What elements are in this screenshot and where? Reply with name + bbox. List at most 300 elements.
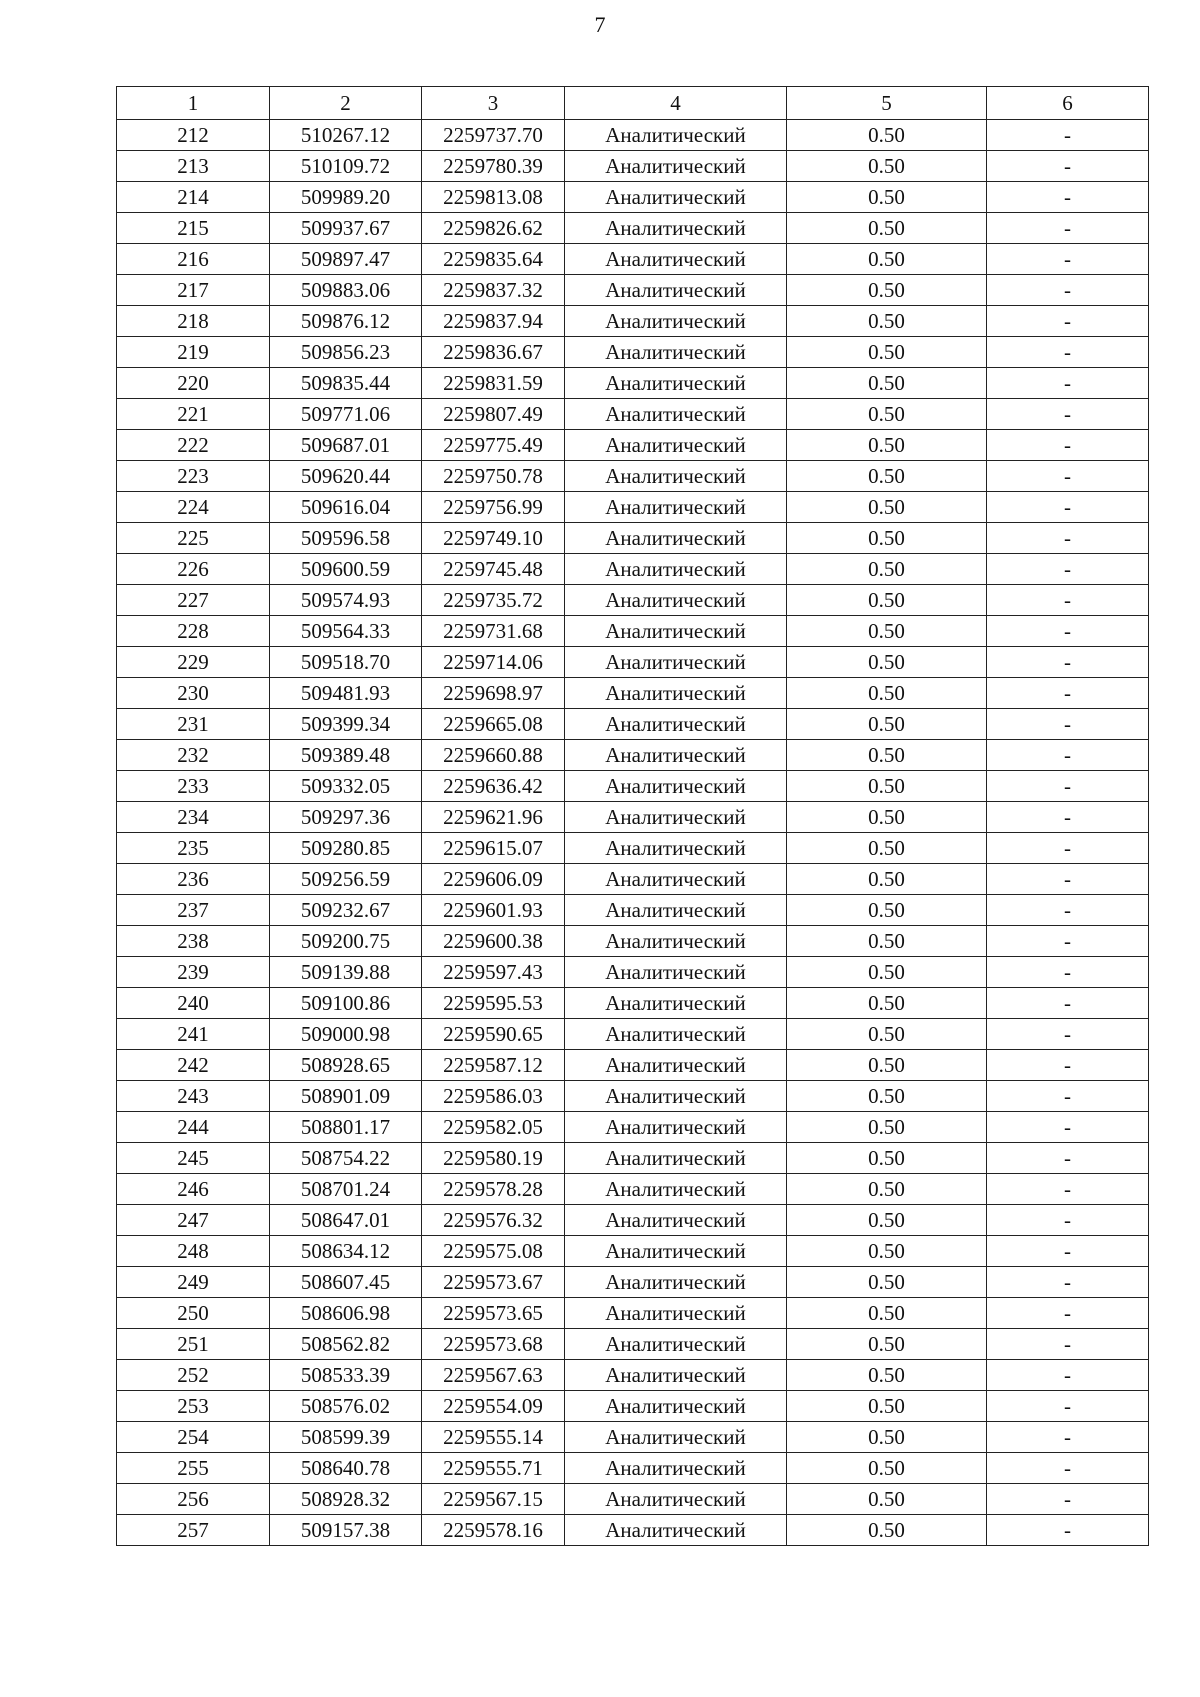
- table-row: [117, 1143, 1149, 1174]
- cell-accuracy: 0.50: [787, 1422, 987, 1453]
- header-row: [117, 87, 1149, 120]
- cell-accuracy: 0.50: [787, 1515, 987, 1546]
- cell-method: Аналитический: [565, 1267, 787, 1298]
- cell-note: -: [987, 988, 1149, 1019]
- cell-point-number: 249: [117, 1267, 270, 1298]
- cell-point-number: 240: [117, 988, 270, 1019]
- cell-method: Аналитический: [565, 616, 787, 647]
- cell-coordinate-y: 2259580.19: [422, 1143, 565, 1174]
- cell-coordinate-y: 2259600.38: [422, 926, 565, 957]
- cell-coordinate-x: 509620.44: [270, 461, 422, 492]
- cell-point-number: 232: [117, 740, 270, 771]
- cell-method: Аналитический: [565, 1205, 787, 1236]
- table-row: [117, 1205, 1149, 1236]
- cell-coordinate-x: 509100.86: [270, 988, 422, 1019]
- cell-coordinate-x: 509883.06: [270, 275, 422, 306]
- cell-note: -: [987, 709, 1149, 740]
- cell-coordinate-x: 508928.65: [270, 1050, 422, 1081]
- cell-accuracy: 0.50: [787, 647, 987, 678]
- cell-point-number: 242: [117, 1050, 270, 1081]
- cell-coordinate-x: 508754.22: [270, 1143, 422, 1174]
- cell-accuracy: 0.50: [787, 1484, 987, 1515]
- cell-coordinate-x: 508901.09: [270, 1081, 422, 1112]
- table-row: [117, 926, 1149, 957]
- table-row: [117, 1050, 1149, 1081]
- cell-coordinate-x: 509687.01: [270, 430, 422, 461]
- table-row: [117, 1515, 1149, 1546]
- cell-coordinate-y: 2259737.70: [422, 120, 565, 151]
- cell-method: Аналитический: [565, 678, 787, 709]
- cell-note: -: [987, 182, 1149, 213]
- cell-coordinate-y: 2259555.14: [422, 1422, 565, 1453]
- cell-method: Аналитический: [565, 1422, 787, 1453]
- cell-accuracy: 0.50: [787, 895, 987, 926]
- cell-accuracy: 0.50: [787, 1174, 987, 1205]
- column-header-point-number: 1: [117, 87, 270, 120]
- cell-point-number: 225: [117, 523, 270, 554]
- cell-note: -: [987, 1112, 1149, 1143]
- column-header-coordinate-y: 3: [422, 87, 565, 120]
- table-row: [117, 616, 1149, 647]
- cell-point-number: 213: [117, 151, 270, 182]
- cell-method: Аналитический: [565, 1050, 787, 1081]
- cell-coordinate-x: 509574.93: [270, 585, 422, 616]
- cell-accuracy: 0.50: [787, 988, 987, 1019]
- cell-note: -: [987, 461, 1149, 492]
- cell-method: Аналитический: [565, 802, 787, 833]
- cell-accuracy: 0.50: [787, 1205, 987, 1236]
- cell-coordinate-x: 509280.85: [270, 833, 422, 864]
- cell-method: Аналитический: [565, 1515, 787, 1546]
- cell-note: -: [987, 771, 1149, 802]
- cell-coordinate-x: 508562.82: [270, 1329, 422, 1360]
- cell-coordinate-y: 2259837.32: [422, 275, 565, 306]
- table-row: [117, 1329, 1149, 1360]
- cell-coordinate-y: 2259813.08: [422, 182, 565, 213]
- cell-method: Аналитический: [565, 213, 787, 244]
- cell-point-number: 217: [117, 275, 270, 306]
- cell-coordinate-x: 509332.05: [270, 771, 422, 802]
- cell-coordinate-y: 2259567.63: [422, 1360, 565, 1391]
- cell-accuracy: 0.50: [787, 182, 987, 213]
- cell-coordinate-x: 509856.23: [270, 337, 422, 368]
- cell-point-number: 243: [117, 1081, 270, 1112]
- cell-note: -: [987, 151, 1149, 182]
- cell-accuracy: 0.50: [787, 1267, 987, 1298]
- table-row: [117, 1019, 1149, 1050]
- cell-method: Аналитический: [565, 1329, 787, 1360]
- cell-note: -: [987, 895, 1149, 926]
- cell-accuracy: 0.50: [787, 833, 987, 864]
- cell-coordinate-y: 2259698.97: [422, 678, 565, 709]
- cell-method: Аналитический: [565, 771, 787, 802]
- cell-point-number: 219: [117, 337, 270, 368]
- cell-accuracy: 0.50: [787, 461, 987, 492]
- table-body: [117, 120, 1149, 1546]
- cell-method: Аналитический: [565, 1112, 787, 1143]
- cell-point-number: 246: [117, 1174, 270, 1205]
- cell-note: -: [987, 833, 1149, 864]
- cell-method: Аналитический: [565, 988, 787, 1019]
- cell-accuracy: 0.50: [787, 368, 987, 399]
- cell-coordinate-x: 509600.59: [270, 554, 422, 585]
- table-row: [117, 740, 1149, 771]
- cell-coordinate-x: 509139.88: [270, 957, 422, 988]
- table-row: [117, 461, 1149, 492]
- cell-point-number: 236: [117, 864, 270, 895]
- table-row: [117, 244, 1149, 275]
- cell-coordinate-y: 2259586.03: [422, 1081, 565, 1112]
- table-row: [117, 864, 1149, 895]
- cell-method: Аналитический: [565, 275, 787, 306]
- cell-point-number: 239: [117, 957, 270, 988]
- cell-coordinate-x: 508647.01: [270, 1205, 422, 1236]
- cell-point-number: 218: [117, 306, 270, 337]
- table-header: [117, 87, 1149, 120]
- cell-coordinate-x: 509297.36: [270, 802, 422, 833]
- cell-coordinate-x: 509596.58: [270, 523, 422, 554]
- cell-accuracy: 0.50: [787, 554, 987, 585]
- cell-note: -: [987, 585, 1149, 616]
- cell-method: Аналитический: [565, 647, 787, 678]
- cell-accuracy: 0.50: [787, 802, 987, 833]
- cell-method: Аналитический: [565, 709, 787, 740]
- cell-note: -: [987, 554, 1149, 585]
- cell-accuracy: 0.50: [787, 275, 987, 306]
- cell-point-number: 248: [117, 1236, 270, 1267]
- cell-note: -: [987, 1050, 1149, 1081]
- cell-accuracy: 0.50: [787, 585, 987, 616]
- cell-accuracy: 0.50: [787, 1391, 987, 1422]
- cell-coordinate-y: 2259835.64: [422, 244, 565, 275]
- cell-coordinate-x: 508576.02: [270, 1391, 422, 1422]
- cell-accuracy: 0.50: [787, 399, 987, 430]
- cell-note: -: [987, 523, 1149, 554]
- cell-coordinate-y: 2259555.71: [422, 1453, 565, 1484]
- cell-accuracy: 0.50: [787, 771, 987, 802]
- cell-coordinate-y: 2259567.15: [422, 1484, 565, 1515]
- cell-note: -: [987, 275, 1149, 306]
- cell-coordinate-y: 2259836.67: [422, 337, 565, 368]
- cell-coordinate-y: 2259597.43: [422, 957, 565, 988]
- cell-accuracy: 0.50: [787, 616, 987, 647]
- table-row: [117, 678, 1149, 709]
- cell-note: -: [987, 1422, 1149, 1453]
- cell-method: Аналитический: [565, 1236, 787, 1267]
- cell-coordinate-y: 2259636.42: [422, 771, 565, 802]
- cell-point-number: 245: [117, 1143, 270, 1174]
- cell-coordinate-x: 508606.98: [270, 1298, 422, 1329]
- cell-note: -: [987, 337, 1149, 368]
- cell-accuracy: 0.50: [787, 1298, 987, 1329]
- cell-accuracy: 0.50: [787, 740, 987, 771]
- table-row: [117, 213, 1149, 244]
- cell-coordinate-x: 509200.75: [270, 926, 422, 957]
- cell-coordinate-x: 509876.12: [270, 306, 422, 337]
- column-header-accuracy: 5: [787, 87, 987, 120]
- cell-accuracy: 0.50: [787, 1019, 987, 1050]
- cell-method: Аналитический: [565, 368, 787, 399]
- cell-note: -: [987, 213, 1149, 244]
- cell-point-number: 247: [117, 1205, 270, 1236]
- cell-point-number: 253: [117, 1391, 270, 1422]
- cell-coordinate-y: 2259601.93: [422, 895, 565, 926]
- cell-coordinate-x: 508640.78: [270, 1453, 422, 1484]
- table-row: [117, 709, 1149, 740]
- cell-point-number: 230: [117, 678, 270, 709]
- cell-point-number: 223: [117, 461, 270, 492]
- cell-method: Аналитический: [565, 151, 787, 182]
- cell-coordinate-x: 509989.20: [270, 182, 422, 213]
- cell-coordinate-y: 2259780.39: [422, 151, 565, 182]
- cell-point-number: 244: [117, 1112, 270, 1143]
- cell-coordinate-y: 2259573.65: [422, 1298, 565, 1329]
- cell-accuracy: 0.50: [787, 244, 987, 275]
- cell-coordinate-x: 510267.12: [270, 120, 422, 151]
- cell-coordinate-x: 509481.93: [270, 678, 422, 709]
- page-number: 7: [594, 12, 606, 37]
- column-header-coordinate-x: 2: [270, 87, 422, 120]
- cell-coordinate-x: 508533.39: [270, 1360, 422, 1391]
- cell-method: Аналитический: [565, 461, 787, 492]
- cell-note: -: [987, 802, 1149, 833]
- cell-accuracy: 0.50: [787, 1236, 987, 1267]
- cell-coordinate-x: 508801.17: [270, 1112, 422, 1143]
- cell-accuracy: 0.50: [787, 1360, 987, 1391]
- table-row: [117, 182, 1149, 213]
- cell-method: Аналитический: [565, 244, 787, 275]
- cell-coordinate-y: 2259735.72: [422, 585, 565, 616]
- cell-point-number: 231: [117, 709, 270, 740]
- table-row: [117, 1267, 1149, 1298]
- cell-accuracy: 0.50: [787, 1112, 987, 1143]
- cell-note: -: [987, 492, 1149, 523]
- cell-method: Аналитический: [565, 1360, 787, 1391]
- cell-method: Аналитический: [565, 1174, 787, 1205]
- cell-point-number: 254: [117, 1422, 270, 1453]
- cell-coordinate-y: 2259576.32: [422, 1205, 565, 1236]
- cell-coordinate-y: 2259660.88: [422, 740, 565, 771]
- cell-method: Аналитический: [565, 1143, 787, 1174]
- cell-accuracy: 0.50: [787, 709, 987, 740]
- cell-note: -: [987, 1298, 1149, 1329]
- cell-note: -: [987, 244, 1149, 275]
- cell-coordinate-y: 2259621.96: [422, 802, 565, 833]
- cell-accuracy: 0.50: [787, 1050, 987, 1081]
- cell-note: -: [987, 1329, 1149, 1360]
- cell-note: -: [987, 1143, 1149, 1174]
- table-row: [117, 771, 1149, 802]
- cell-coordinate-x: 509937.67: [270, 213, 422, 244]
- cell-accuracy: 0.50: [787, 957, 987, 988]
- cell-coordinate-y: 2259807.49: [422, 399, 565, 430]
- cell-coordinate-y: 2259826.62: [422, 213, 565, 244]
- cell-accuracy: 0.50: [787, 1081, 987, 1112]
- cell-note: -: [987, 368, 1149, 399]
- cell-coordinate-x: 509256.59: [270, 864, 422, 895]
- cell-note: -: [987, 1391, 1149, 1422]
- table-row: [117, 275, 1149, 306]
- cell-point-number: 228: [117, 616, 270, 647]
- cell-coordinate-x: 508599.39: [270, 1422, 422, 1453]
- cell-note: -: [987, 430, 1149, 461]
- cell-note: -: [987, 1360, 1149, 1391]
- cell-method: Аналитический: [565, 182, 787, 213]
- cell-note: -: [987, 1205, 1149, 1236]
- cell-coordinate-y: 2259665.08: [422, 709, 565, 740]
- cell-accuracy: 0.50: [787, 1329, 987, 1360]
- table-row: [117, 151, 1149, 182]
- cell-accuracy: 0.50: [787, 523, 987, 554]
- cell-note: -: [987, 1515, 1149, 1546]
- cell-point-number: 224: [117, 492, 270, 523]
- cell-method: Аналитический: [565, 1081, 787, 1112]
- cell-point-number: 256: [117, 1484, 270, 1515]
- table-row: [117, 1174, 1149, 1205]
- cell-coordinate-y: 2259578.16: [422, 1515, 565, 1546]
- cell-coordinate-y: 2259575.08: [422, 1236, 565, 1267]
- cell-coordinate-x: 509835.44: [270, 368, 422, 399]
- table-row: [117, 1422, 1149, 1453]
- cell-method: Аналитический: [565, 430, 787, 461]
- table-row: [117, 120, 1149, 151]
- table-row: [117, 1391, 1149, 1422]
- cell-coordinate-x: 509232.67: [270, 895, 422, 926]
- cell-coordinate-y: 2259590.65: [422, 1019, 565, 1050]
- cell-accuracy: 0.50: [787, 213, 987, 244]
- cell-coordinate-x: 509399.34: [270, 709, 422, 740]
- table-row: [117, 895, 1149, 926]
- cell-note: -: [987, 926, 1149, 957]
- cell-coordinate-x: 509518.70: [270, 647, 422, 678]
- cell-accuracy: 0.50: [787, 120, 987, 151]
- cell-point-number: 214: [117, 182, 270, 213]
- cell-accuracy: 0.50: [787, 1143, 987, 1174]
- cell-method: Аналитический: [565, 523, 787, 554]
- cell-coordinate-y: 2259714.06: [422, 647, 565, 678]
- cell-point-number: 255: [117, 1453, 270, 1484]
- cell-note: -: [987, 647, 1149, 678]
- cell-coordinate-y: 2259587.12: [422, 1050, 565, 1081]
- table-row: [117, 554, 1149, 585]
- table-row: [117, 957, 1149, 988]
- cell-method: Аналитический: [565, 1484, 787, 1515]
- cell-point-number: 241: [117, 1019, 270, 1050]
- cell-accuracy: 0.50: [787, 864, 987, 895]
- cell-accuracy: 0.50: [787, 306, 987, 337]
- table-row: [117, 1236, 1149, 1267]
- cell-method: Аналитический: [565, 492, 787, 523]
- cell-coordinate-x: 509771.06: [270, 399, 422, 430]
- table-row: [117, 585, 1149, 616]
- cell-coordinate-y: 2259615.07: [422, 833, 565, 864]
- cell-accuracy: 0.50: [787, 926, 987, 957]
- cell-coordinate-y: 2259750.78: [422, 461, 565, 492]
- cell-method: Аналитический: [565, 833, 787, 864]
- cell-point-number: 220: [117, 368, 270, 399]
- cell-note: -: [987, 399, 1149, 430]
- cell-note: -: [987, 1081, 1149, 1112]
- table-row: [117, 430, 1149, 461]
- cell-accuracy: 0.50: [787, 337, 987, 368]
- cell-coordinate-y: 2259573.67: [422, 1267, 565, 1298]
- cell-note: -: [987, 306, 1149, 337]
- cell-point-number: 234: [117, 802, 270, 833]
- cell-note: -: [987, 1453, 1149, 1484]
- cell-note: -: [987, 1236, 1149, 1267]
- cell-coordinate-y: 2259595.53: [422, 988, 565, 1019]
- cell-point-number: 252: [117, 1360, 270, 1391]
- cell-coordinate-y: 2259582.05: [422, 1112, 565, 1143]
- cell-note: -: [987, 740, 1149, 771]
- cell-coordinate-y: 2259745.48: [422, 554, 565, 585]
- cell-note: -: [987, 120, 1149, 151]
- cell-method: Аналитический: [565, 337, 787, 368]
- cell-point-number: 251: [117, 1329, 270, 1360]
- cell-point-number: 233: [117, 771, 270, 802]
- cell-coordinate-y: 2259756.99: [422, 492, 565, 523]
- cell-method: Аналитический: [565, 554, 787, 585]
- table-row: [117, 802, 1149, 833]
- cell-point-number: 222: [117, 430, 270, 461]
- table-row: [117, 1453, 1149, 1484]
- cell-coordinate-x: 509564.33: [270, 616, 422, 647]
- cell-coordinate-x: 508634.12: [270, 1236, 422, 1267]
- cell-coordinate-x: 508607.45: [270, 1267, 422, 1298]
- cell-coordinate-x: 509389.48: [270, 740, 422, 771]
- cell-coordinate-y: 2259837.94: [422, 306, 565, 337]
- cell-coordinate-x: 509157.38: [270, 1515, 422, 1546]
- cell-point-number: 229: [117, 647, 270, 678]
- table-row: [117, 337, 1149, 368]
- cell-accuracy: 0.50: [787, 430, 987, 461]
- cell-method: Аналитический: [565, 585, 787, 616]
- cell-coordinate-x: 508928.32: [270, 1484, 422, 1515]
- cell-note: -: [987, 1484, 1149, 1515]
- cell-coordinate-y: 2259606.09: [422, 864, 565, 895]
- cell-method: Аналитический: [565, 1453, 787, 1484]
- table-row: [117, 1484, 1149, 1515]
- cell-coordinate-y: 2259831.59: [422, 368, 565, 399]
- cell-point-number: 257: [117, 1515, 270, 1546]
- cell-method: Аналитический: [565, 399, 787, 430]
- cell-point-number: 235: [117, 833, 270, 864]
- cell-point-number: 250: [117, 1298, 270, 1329]
- table-row: [117, 368, 1149, 399]
- table-row: [117, 647, 1149, 678]
- cell-coordinate-x: 509000.98: [270, 1019, 422, 1050]
- table-row: [117, 1081, 1149, 1112]
- cell-coordinate-x: 508701.24: [270, 1174, 422, 1205]
- table-row: [117, 399, 1149, 430]
- cell-method: Аналитический: [565, 1391, 787, 1422]
- cell-coordinate-y: 2259573.68: [422, 1329, 565, 1360]
- cell-method: Аналитический: [565, 1019, 787, 1050]
- cell-coordinate-x: 509897.47: [270, 244, 422, 275]
- column-header-method: 4: [565, 87, 787, 120]
- cell-point-number: 216: [117, 244, 270, 275]
- cell-accuracy: 0.50: [787, 678, 987, 709]
- cell-note: -: [987, 678, 1149, 709]
- cell-note: -: [987, 1174, 1149, 1205]
- cell-note: -: [987, 616, 1149, 647]
- cell-point-number: 227: [117, 585, 270, 616]
- cell-point-number: 238: [117, 926, 270, 957]
- cell-coordinate-y: 2259749.10: [422, 523, 565, 554]
- cell-note: -: [987, 864, 1149, 895]
- cell-coordinate-y: 2259578.28: [422, 1174, 565, 1205]
- cell-method: Аналитический: [565, 926, 787, 957]
